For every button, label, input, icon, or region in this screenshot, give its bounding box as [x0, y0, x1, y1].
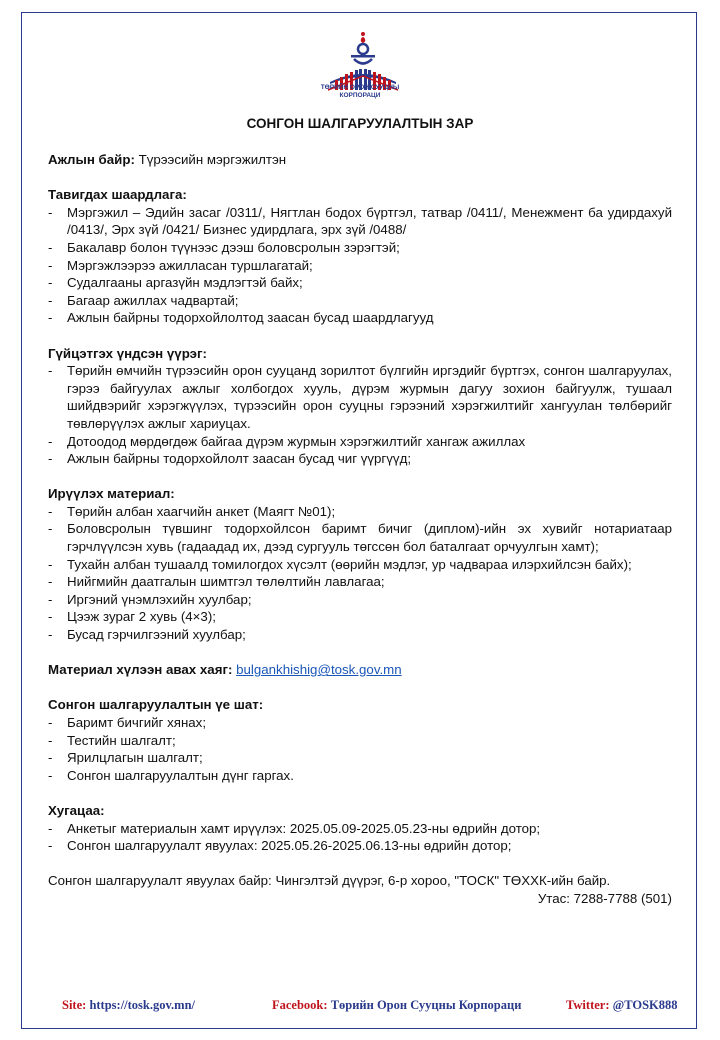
footer-site [62, 998, 195, 1013]
list-item: - Багаар ажиллах чадвартай; [48, 292, 672, 310]
list-item: - Ажлын байрны тодорхойлолтод заасан бусад шаардлагууд [48, 309, 672, 327]
position-line [48, 151, 672, 169]
email-link[interactable]: bulgankhishig@tosk.gov.mn [236, 662, 402, 678]
logo-line-2: КОРПОРАЦИ [339, 92, 381, 99]
list-item: - Судалгааны аргазүйн мэдлэгтэй байх; [48, 274, 672, 292]
venue-text: Сонгон шалгаруулалт явуулах байр: Чингэлтэй дүүрэг, 6-р хороо, "ТОСК" ТӨХХК-ийн байр. [48, 873, 611, 889]
list-item: - Сонгон шалгаруулалтын дүнг гаргах. [48, 767, 672, 785]
site-link[interactable]: https://tosk.gov.mn/ [89, 998, 196, 1012]
announcement-body [48, 151, 672, 908]
duties-list [48, 362, 672, 468]
list-item: - Анкетыг материалын хамт ирүүлэх: 2025.05.09-2025.05.23-ны өдрийн дотор; [48, 820, 672, 838]
site-label: Site: [62, 998, 87, 1012]
list-item: - Нийгмийн даатгалын шимтгэл төлөлтийн лавлагаа; [48, 573, 672, 591]
page-title: СОНГОН ШАЛГАРУУЛАЛТЫН ЗАР [246, 116, 474, 131]
twitter-link[interactable]: @TOSK888 [612, 998, 678, 1012]
footer-twitter [566, 998, 678, 1013]
list-item: - Дотоодод мөрдөгдөж байгаа дүрэм журмын хэрэгжилтийг хангаж ажиллах [48, 433, 672, 451]
list-item: - Бусад гэрчилгээний хуулбар; [48, 626, 672, 644]
phone-text: Утас: 7288-7788 (501) [537, 890, 672, 906]
list-item: - Мэргэжил – Эдийн засаг /0311/, Нягтлан бодох бүртгэл, татвар /0411/, Менежмент ба удирдахуй /0413/, Эрх зүй /0421/ Бизнес удирдлага, эрх зүй /0488/ [48, 204, 672, 239]
contact-label: Материал хүлээн авах хаяг: [48, 662, 233, 678]
list-item: - Төрийн өмчийн түрээсийн орон сууцанд зорилтот бүлгийн иргэдийг бүртгэх, сонгон шалгаруулах, гэрээ байгуулах ажлыг холбогдох хууль, дүрэм журмын дагуу зохион байгуулж, тушаал шийдвэрийг хэрэгжүүлэх, түрээсийн орон сууцны гэрээний хэрэгжилтийг хангуулан төлбөрийг төвлөрүүлэх ажлыг хариуцах. [48, 362, 672, 432]
requirements-list [48, 204, 672, 327]
list-item: - Тестийн шалгалт; [48, 732, 672, 750]
deadlines-heading: Хугацаа: [48, 802, 105, 818]
list-item: - Төрийн албан хаагчийн анкет (Маягт №01); [48, 503, 672, 521]
stages-list [48, 714, 672, 784]
list-item: - Мэргэжлээрээ ажилласан туршлагатай; [48, 257, 672, 275]
list-item: - Ярилцлагын шалгалт; [48, 749, 672, 767]
stages-heading: Сонгон шалгаруулалтын үе шат: [48, 697, 264, 713]
twitter-label: Twitter: [566, 998, 610, 1012]
deadlines-list [48, 820, 672, 855]
footer-facebook [272, 998, 521, 1013]
list-item: - Цээж зураг 2 хувь (4×3); [48, 608, 672, 626]
list-item: - Иргэний үнэмлэхийн хуулбар; [48, 591, 672, 609]
contact-line [48, 661, 672, 679]
position-value: Түрээсийн мэргэжилтэн [138, 152, 287, 167]
facebook-label: Facebook: [272, 998, 328, 1012]
duties-heading: Гүйцэтгэх үндсэн үүрэг: [48, 345, 207, 361]
list-item: - Бакалавр болон түүнээс дээш боловсролын зэрэгтэй; [48, 239, 672, 257]
logo-line-1: ТӨРИЙН ОРОН СУУЦНЫ [320, 84, 400, 91]
facebook-link[interactable]: Төрийн Орон Сууцны Корпораци [330, 998, 522, 1012]
list-item: - Тухайн албан тушаалд томилогдох хүсэлт (өөрийн мэдлэг, ур чадвараа илэрхийлсэн байх); [48, 556, 672, 574]
list-item: - Баримт бичгийг хянах; [48, 714, 672, 732]
list-item: - Сонгон шалгаруулалт явуулах: 2025.05.26-2025.06.13-ны өдрийн дотор; [48, 837, 672, 855]
position-label: Ажлын байр: [48, 152, 135, 167]
materials-heading: Ирүүлэх материал: [48, 486, 175, 502]
list-item: - Ажлын байрны тодорхойлолт заасан бусад чиг үүргүүд; [48, 450, 672, 468]
list-item: - Боловсролын түвшинг тодорхойлсон баримт бичиг (диплом)-ийн эх хувийг нотариатаар гэрчлүүлсэн хувь (гадаадад их, дээд сургууль төгссөн бол баталгаат орчуулгын хамт); [48, 520, 672, 555]
logo-text [300, 84, 420, 100]
materials-list [48, 503, 672, 644]
requirements-heading: Тавигдах шаардлага: [48, 187, 187, 203]
